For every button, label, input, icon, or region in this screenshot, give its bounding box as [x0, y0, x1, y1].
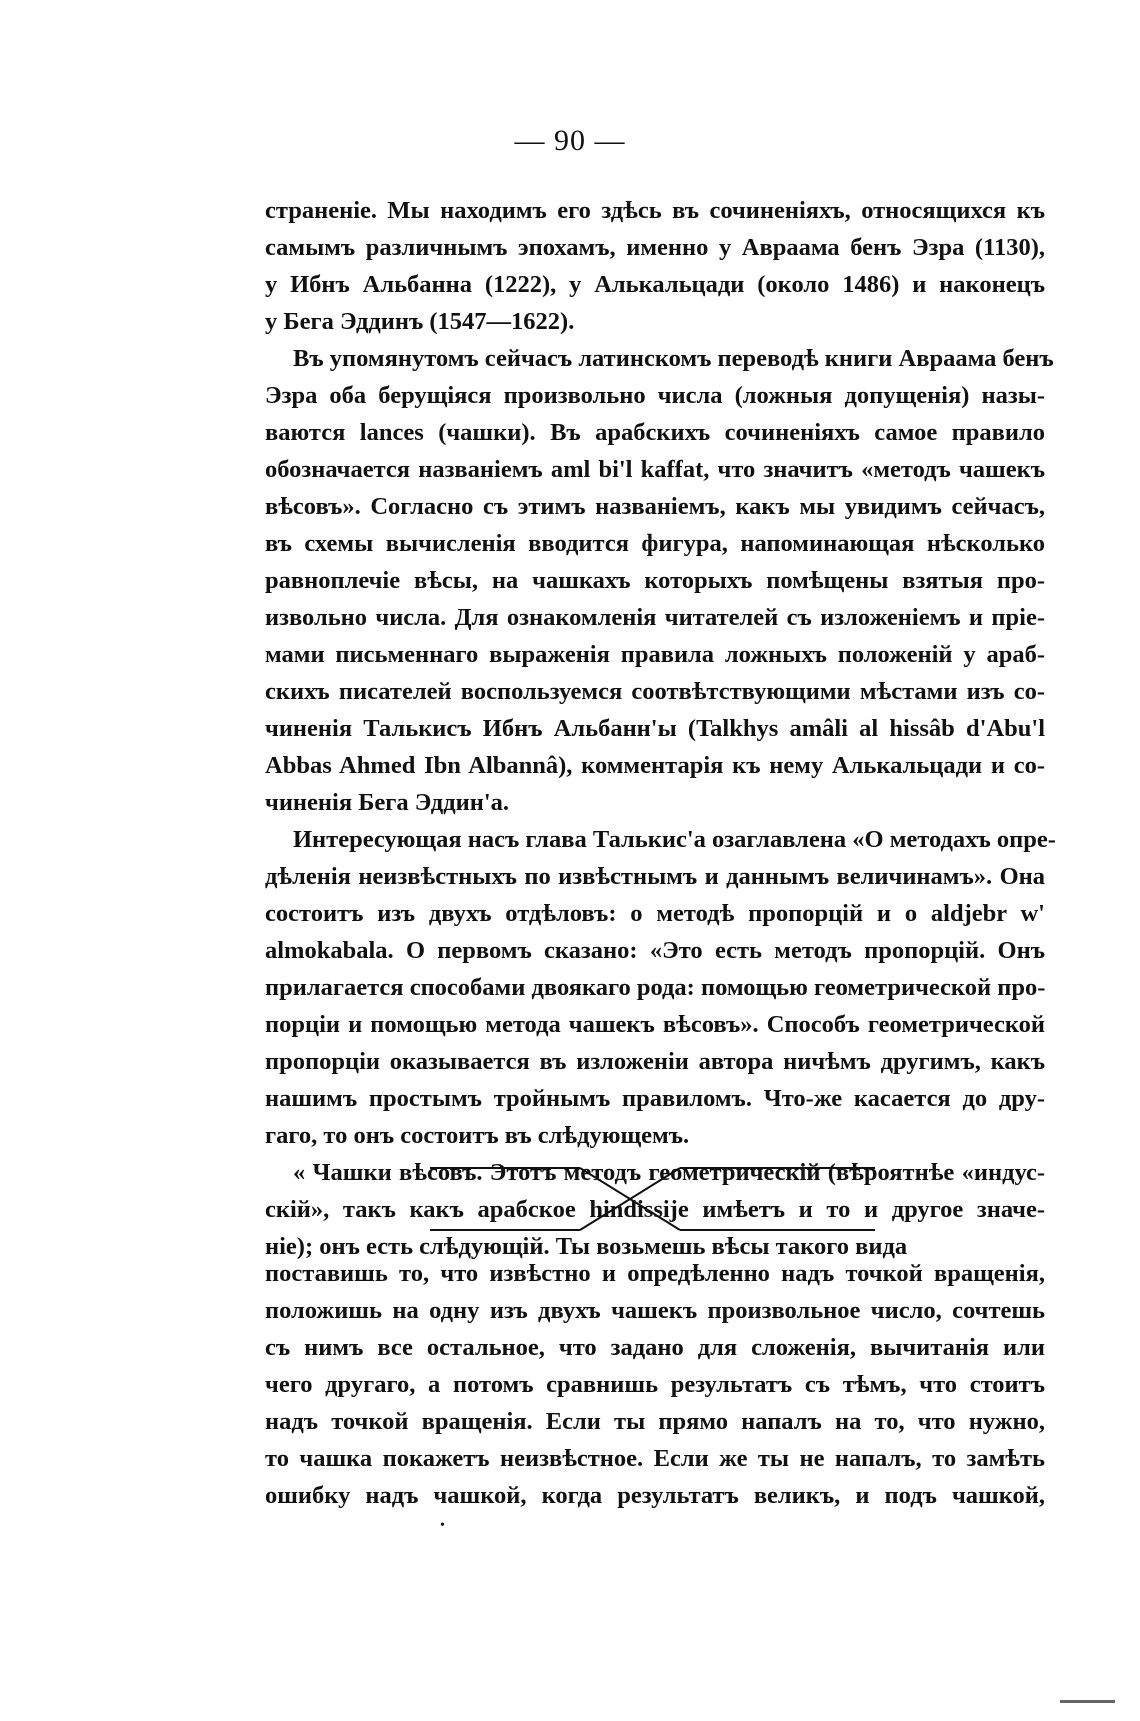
scan-edge-mark [1060, 1700, 1115, 1703]
text-line: « Чашки вѣсовъ. Этотъ методъ геометрическій (вѣроятнѣе «индус- [293, 1159, 1045, 1186]
page-number: — 90 — [514, 124, 626, 157]
text-line: нашимъ простымъ тройнымъ правиломъ. Что-же касается до дру- [265, 1085, 1045, 1112]
text-line: порціи и помощью метода чашекъ вѣсовъ». Способъ геометрической [265, 1011, 1045, 1038]
stray-dot-mark: • [440, 1518, 445, 1533]
text-line: вѣсовъ». Согласно съ этимъ названіемъ, какъ мы увидимъ сейчасъ, [265, 493, 1045, 520]
text-line: у Бега Эддинъ (1547—1622). [265, 308, 575, 335]
text-line: чиненія Талькисъ Ибнъ Альбанн'ы (Talkhys amâli al hissâb d'Abu'l [265, 715, 1045, 742]
text-line: Эзра оба берущіяся произвольно числа (ложныя допущенія) назы- [265, 382, 1045, 409]
text-line: извольно числа. Для ознакомленія читателей съ изложеніемъ и пріе- [265, 604, 1045, 631]
text-line: страненіе. Мы находимъ его здѣсь въ сочиненіяхъ, относящихся къ [265, 197, 1045, 224]
text-line: съ нимъ все остальное, что задано для сложенія, вычитанія или [265, 1334, 1045, 1361]
text-line: въ схемы вычисленія вводится фигура, напоминающая нѣсколько [265, 530, 1045, 557]
text-line: чего другаго, а потомъ сравнишь результатъ съ тѣмъ, что стоитъ [265, 1371, 1045, 1398]
main-text-lower [265, 1255, 1045, 1514]
text-line: гаго, то онъ состоитъ въ слѣдующемъ. [265, 1122, 690, 1149]
text-line: обозначается названіемъ aml bi'l kaffat, что значитъ «методъ чашекъ [265, 456, 1045, 483]
text-line: ваются lances (чашки). Въ арабскихъ сочиненіяхъ самое правило [265, 419, 1045, 446]
text-line: Abbas Ahmed Ibn Albannâ), комментарія къ нему Алькальцади и со- [265, 752, 1045, 779]
text-line: ошибку надъ чашкой, когда результатъ великъ, и подъ чашкой, [265, 1482, 1045, 1509]
text-line: скій», такъ какъ арабское hindissije имѣетъ и то и другое значе- [265, 1196, 1045, 1223]
text-line: пропорціи оказывается въ изложеніи автора ничѣмъ другимъ, какъ [265, 1048, 1045, 1075]
text-line: равноплечіе вѣсы, на чашкахъ которыхъ помѣщены взятыя про- [265, 567, 1045, 594]
text-line: у Ибнъ Альбанна (1222), у Алькальцади (около 1486) и наконецъ [265, 271, 1045, 298]
text-line: самымъ различнымъ эпохамъ, именно у Авраама бенъ Эзра (1130), [265, 234, 1045, 261]
main-text-upper [265, 192, 1056, 1265]
balance-scale-figure [430, 1160, 890, 1240]
text-line: скихъ писателей воспользуемся соотвѣтствующими мѣстами изъ со- [265, 678, 1045, 705]
text-line: Интересующая насъ глава Талькис'а озаглавлена «О методахъ опре- [293, 826, 1056, 853]
text-line: чиненія Бега Эддин'а. [265, 789, 510, 816]
text-line: положишь на одну изъ двухъ чашекъ произвольное число, сочтешь [265, 1297, 1045, 1324]
text-line: поставишь то, что извѣстно и опредѣленно надъ точкой вращенія, [265, 1260, 1045, 1287]
text-line: прилагается способами двоякаго рода: помощью геометрической про- [265, 974, 1046, 1001]
text-line: мами письменнаго выраженія правила ложныхъ положеній у араб- [265, 641, 1045, 668]
text-line: состоитъ изъ двухъ отдѣловъ: о методѣ пропорцій и о aldjebr w' [265, 900, 1045, 927]
text-line: то чашка покажетъ неизвѣстное. Если же ты не напалъ, то замѣть [265, 1445, 1045, 1472]
text-line: almokabala. О первомъ сказано: «Это есть методъ пропорцій. Онъ [265, 937, 1045, 964]
text-line: надъ точкой вращенія. Если ты прямо напалъ на то, что нужно, [265, 1408, 1045, 1435]
text-line: ніе); онъ есть слѣдующій. Ты возьмешь вѣсы такого вида [265, 1233, 908, 1260]
text-line: дѣленія неизвѣстныхъ по извѣстнымъ и даннымъ величинамъ». Она [265, 863, 1045, 890]
text-line: Въ упомянутомъ сейчасъ латинскомъ переводѣ книги Авраама бенъ [293, 345, 1054, 372]
